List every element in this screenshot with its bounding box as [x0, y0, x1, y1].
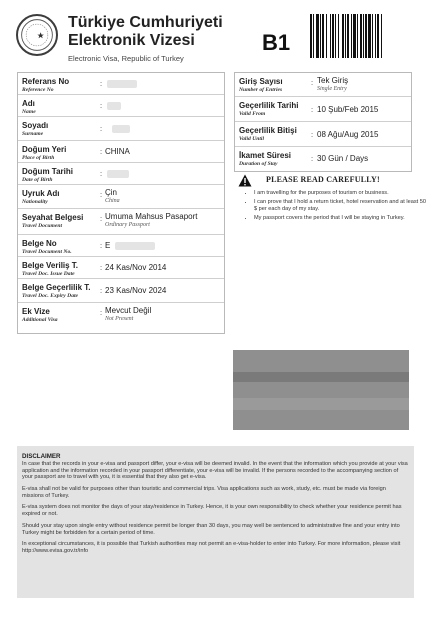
barcode-bar [363, 14, 364, 58]
applicant-value: 23 Kas/Nov 2024 [105, 286, 167, 295]
barcode-bar [332, 14, 334, 58]
applicant-value: Mevcut Değil [105, 306, 152, 315]
warning-icon [238, 174, 252, 187]
notice-item: • I can prove that I hold a return ticket, hotel reservation and at least 50 $ per each day of my stay. [254, 199, 426, 214]
barcode [310, 14, 410, 58]
redacted-value [107, 170, 129, 178]
barcode-bar [351, 14, 352, 58]
visa-code: B1 [262, 30, 291, 55]
applicant-row [18, 303, 224, 329]
applicant-label-en: Travel Doc. Issue Date [22, 271, 75, 277]
applicant-label-en: Reference No [22, 87, 54, 93]
barcode-bar [360, 14, 362, 58]
applicant-label-en: Additional Visa [22, 317, 58, 323]
applicant-value: Çin [105, 188, 118, 197]
applicant-row [18, 235, 224, 257]
applicant-label: Adı [22, 99, 35, 108]
applicant-label: Doğum Yeri [22, 145, 67, 154]
visa-value: 10 Şub/Feb 2015 [317, 105, 379, 114]
applicant-label-en: Name [22, 109, 36, 115]
visa-row [235, 147, 411, 171]
visa-label: Geçerlilik Tarihi [239, 101, 299, 110]
applicant-label-en: Date of Birth [22, 177, 53, 183]
barcode-bar [345, 14, 346, 58]
applicant-colon: : [100, 214, 103, 223]
applicant-colon: : [100, 308, 103, 317]
redacted-value [107, 80, 137, 88]
applicant-row [18, 209, 224, 235]
barcode-bar [372, 14, 373, 58]
visa-label: İkamet Süresi [239, 151, 292, 160]
barcode-bar [357, 14, 358, 58]
applicant-row [18, 279, 224, 303]
visa-colon: : [311, 130, 314, 139]
applicant-colon: : [100, 263, 103, 272]
applicant-row [18, 95, 224, 117]
applicant-label: Belge Veriliş T. [22, 261, 79, 270]
barcode-bar [365, 14, 367, 58]
notice-item: • I am travelling for the purposes of tourism or business. [254, 190, 426, 198]
applicant-value: Umuma Mahsus Pasaport [105, 212, 198, 221]
applicant-label: Soyadı [22, 121, 49, 130]
applicant-value: 24 Kas/Nov 2014 [105, 263, 167, 272]
notice-list [240, 190, 426, 223]
disclaimer-paragraph: Should your stay upon single entry without residence permit be longer than 30 days, you may well be sentenced to administrative fine and your entry into Turkey might be forbidden for a certain period of time. [22, 522, 400, 536]
applicant-label-en: Place of Birth [22, 155, 55, 161]
redacted-value [115, 242, 155, 250]
applicant-colon: : [100, 101, 103, 110]
visa-colon: : [311, 78, 314, 87]
barcode-bar [381, 14, 382, 58]
applicant-value-en: Ordinary Passport [105, 222, 150, 228]
applicant-colon: : [100, 286, 103, 295]
barcode-bar [338, 14, 339, 58]
turkish-seal-icon [16, 14, 58, 56]
barcode-bar [347, 14, 349, 58]
applicant-label: Seyahat Belgesi [22, 213, 84, 222]
barcode-bar [313, 14, 314, 58]
applicant-label-en: Travel Document No. [22, 249, 72, 255]
visa-label-en: Number of Entries [239, 87, 283, 93]
applicant-label: Referans No [22, 77, 70, 86]
barcode-bar [368, 14, 371, 58]
disclaimer-paragraph: In exceptional circumstances, it is possible that Turkish authorities may not permit an e-visa-holder to enter into Turkey. For more information, please visit http://www.evisa.gov.tr/info [22, 541, 401, 554]
applicant-colon: : [100, 147, 103, 156]
redacted-value [107, 102, 121, 110]
disclaimer-paragraph: In case that the records in your e-visa and passport differ, your e-visa will be deemed invalid. In the event that the information which you provide at your visa application and the information recorded in your passport differentiate, your e-visa will be invalid. If the persons recorded to the accompanying section of your passport are to travel with you, it is essential that they also get e-visa. [22, 460, 408, 481]
applicant-label: Belge Geçerlilik T. [22, 283, 91, 292]
redacted-photo [233, 350, 409, 430]
applicant-info-panel [17, 72, 225, 334]
applicant-colon: : [100, 241, 103, 250]
redacted-value [112, 125, 130, 133]
applicant-value: CHINA [105, 147, 130, 156]
applicant-value: E [105, 241, 111, 250]
applicant-row [18, 117, 224, 141]
applicant-value-en: Not Present [105, 316, 134, 322]
barcode-bar [320, 14, 321, 58]
applicant-label-en: Travel Doc. Expiry Date [22, 293, 79, 299]
visa-label-en: Valid From [239, 111, 266, 117]
applicant-label: Belge No [22, 239, 57, 248]
applicant-label-en: Travel Document [22, 223, 63, 229]
visa-value: 30 Gün / Days [317, 154, 369, 163]
barcode-bar [353, 14, 356, 58]
applicant-label-en: Nationality [22, 199, 48, 205]
barcode-bar [377, 14, 379, 58]
notice-item: • My passport covers the period that I will be staying in Turkey. [254, 215, 426, 223]
visa-value: 08 Ağu/Aug 2015 [317, 130, 379, 139]
applicant-row [18, 163, 224, 185]
disclaimer-title: DISCLAIMER [22, 453, 61, 460]
barcode-bar [335, 14, 336, 58]
barcode-bar [375, 14, 376, 58]
applicant-label: Ek Vize [22, 307, 50, 316]
barcode-bar [326, 14, 327, 58]
applicant-row [18, 257, 224, 279]
applicant-label: Uyruk Adı [22, 189, 60, 198]
barcode-bar [316, 14, 319, 58]
header-title-line2: Elektronik Vizesi [68, 32, 195, 49]
disclaimer-paragraph: E-visa shall not be valid for purposes other than touristic and commercial trips. Visa applications such as work, study, etc. must be made via foreign missions of Turkey. [22, 485, 386, 499]
visa-row [235, 122, 411, 147]
visa-label-en: Duration of Stay [239, 161, 278, 167]
header-subtitle: Electronic Visa, Republic of Turkey [68, 54, 184, 63]
visa-label: Giriş Sayısı [239, 77, 283, 86]
barcode-bar [310, 14, 312, 58]
applicant-label-en: Surname [22, 131, 44, 137]
applicant-value-en: China [105, 198, 120, 204]
visa-label: Geçerlilik Bitişi [239, 126, 297, 135]
applicant-colon: : [100, 124, 103, 133]
applicant-row [18, 141, 224, 163]
visa-colon: : [311, 154, 314, 163]
barcode-bar [322, 14, 324, 58]
applicant-colon: : [100, 190, 103, 199]
notice-title: PLEASE READ CAREFULLY! [266, 175, 380, 184]
visa-info-panel [234, 72, 412, 172]
disclaimer-box [17, 446, 414, 598]
visa-value-en: Single Entry [317, 86, 347, 92]
applicant-colon: : [100, 79, 103, 88]
disclaimer-paragraph: E-visa system does not monitor the days of your stay/residence in Turkey. Hence, it is your own responsibility to check whether your residence permit has expired or not. [22, 504, 402, 518]
applicant-row [18, 73, 224, 95]
applicant-label: Doğum Tarihi [22, 167, 73, 176]
barcode-bar [330, 14, 331, 58]
visa-row [235, 97, 411, 122]
visa-colon: : [311, 105, 314, 114]
header-title-line1: Türkiye Cumhuriyeti [68, 14, 223, 31]
barcode-bar [342, 14, 344, 58]
applicant-row [18, 185, 224, 209]
applicant-colon: : [100, 169, 103, 178]
visa-row [235, 73, 411, 97]
visa-label-en: Valid Until [239, 136, 265, 142]
visa-value: Tek Giriş [317, 76, 349, 85]
